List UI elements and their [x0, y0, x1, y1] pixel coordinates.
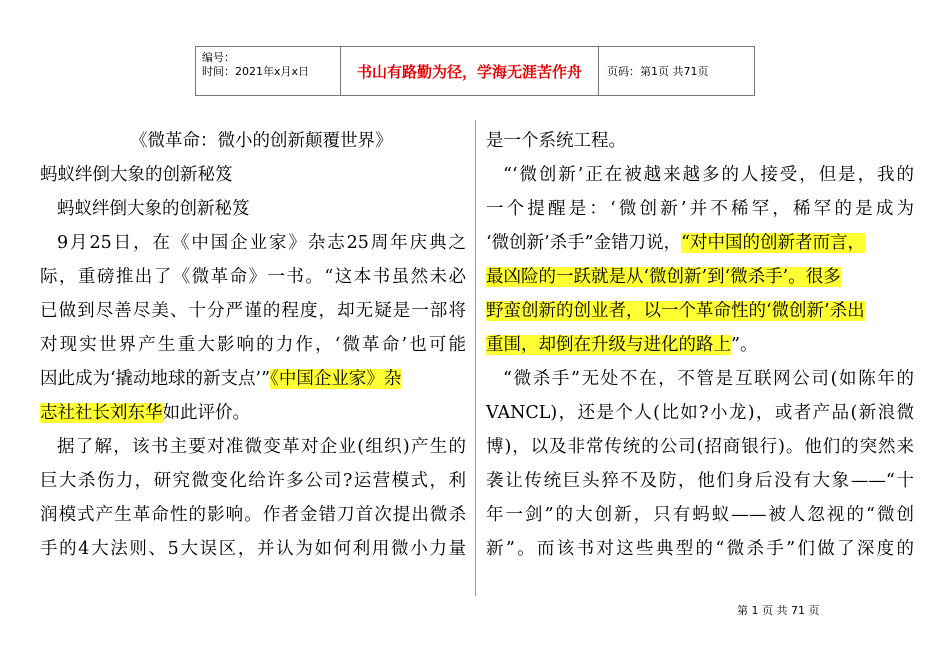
text-span: ‘微创新’杀手”金错刀说， [486, 233, 682, 253]
highlighted-text: 野蛮创新的创业者，以一个革命性的‘微创新’杀出 [486, 301, 865, 321]
paragraph-line [486, 294, 914, 328]
paragraph-line: “微杀手”无处不在，不管是互联网公司(如陈年的 [503, 369, 914, 389]
paragraph-line: 是一个系统工程。 [486, 131, 626, 151]
text-span: 如此评价。 [162, 403, 250, 423]
paragraph-line: VANCL)，还是个人(比如?小龙)，或者产品(新浪微 [486, 403, 914, 423]
header-page-label: 页码：第1页 共71页 [607, 65, 709, 78]
highlighted-text: 重围，却倒在升级与进化的路上 [486, 335, 731, 355]
page-header [195, 46, 755, 96]
paragraph-line: 袭让传统巨头猝不及防，他们身后没有大象——“十 [486, 471, 914, 491]
paragraph-line: 对现实世界产生重大影响的力作，‘微革命’也可能 [40, 335, 466, 355]
paragraph-line [40, 362, 466, 396]
paragraph-line [486, 226, 914, 260]
subtitle-2: 蚂蚁绊倒大象的创新秘笈 [57, 199, 250, 219]
column-divider [475, 120, 476, 596]
highlighted-text: 志社社长刘东华 [40, 403, 163, 423]
highlighted-text: 最凶险的一跃就是从‘微创新’到‘微杀手’。很多 [486, 267, 841, 287]
paragraph-line: 年一剑”的大创新，只有蚂蚁——被人忽视的“微创 [486, 505, 914, 525]
paragraph-line: 博)，以及非常传统的公司(招商银行)。他们的突然来 [486, 437, 914, 457]
paragraph-line [40, 396, 466, 430]
paragraph-line: 手的4大法则、5大误区，并认为如何利用微小力量 [40, 539, 466, 559]
doc-title: 《微革命：微小的创新颠覆世界》 [130, 131, 393, 151]
time-label: 时间：2021年x月x日 [202, 65, 310, 78]
paragraph-line: “‘微创新’正在被越来越多的人接受，但是，我的 [503, 165, 914, 185]
paragraph-line [486, 260, 914, 294]
highlighted-text: 《中国企业家》杂 [270, 369, 402, 389]
paragraph-line: 一个提醒是：‘微创新’并不稀罕，稀罕的是成为 [486, 199, 914, 219]
paragraph-line [486, 328, 914, 362]
left-column [40, 124, 466, 566]
right-column [486, 124, 914, 566]
paragraph-line: 润模式产生革命性的影响。作者金错刀首次提出微杀 [40, 505, 466, 525]
paragraph-line: 巨大杀伤力，研究微变化给许多公司?运营模式，利 [40, 471, 466, 491]
paragraph-line: 9月25日，在《中国企业家》杂志25周年庆典之 [57, 233, 466, 253]
header-slogan: 书山有路勤为径，学海无涯苦作舟 [341, 47, 599, 95]
paragraph-line: 际，重磅推出了《微革命》一书。“这本书虽然未必 [40, 267, 466, 287]
highlighted-text: “对中国的创新者而言， [681, 233, 866, 253]
code-label: 编号： [202, 51, 235, 64]
page-footer: 第 1 页 共 71 页 [737, 604, 820, 617]
header-meta [196, 47, 341, 95]
text-span: 因此成为‘撬动地球的新支点’” [40, 369, 271, 389]
subtitle-1: 蚂蚁绊倒大象的创新秘笈 [40, 165, 233, 185]
text-span: ”。 [731, 335, 758, 355]
paragraph-line: 据了解，该书主要对准微变革对企业(组织)产生的 [57, 437, 466, 457]
paragraph-line: 新”。而该书对这些典型的“微杀手”们做了深度的 [486, 539, 914, 559]
paragraph-line: 已做到尽善尽美、十分严谨的程度，却无疑是一部将 [40, 301, 466, 321]
